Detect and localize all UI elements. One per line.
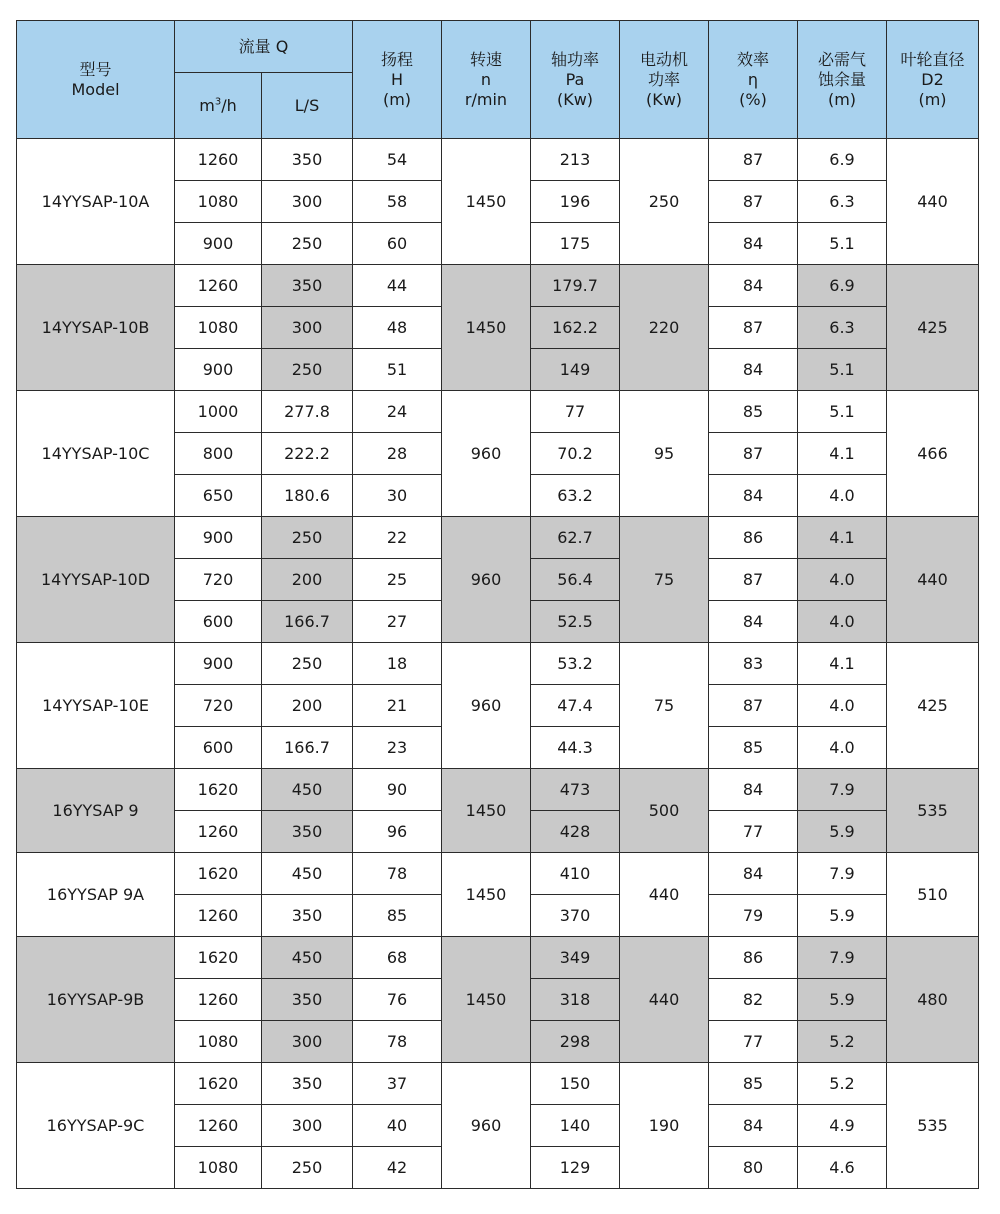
impeller-diameter-cell: 440 xyxy=(887,517,979,643)
model-cell: 14YYSAP-10C xyxy=(17,391,175,517)
flow-ls-cell: 350 xyxy=(262,811,353,853)
efficiency-cell: 84 xyxy=(709,1105,798,1147)
flow-ls-cell: 250 xyxy=(262,349,353,391)
shaft-power-cell: 44.3 xyxy=(531,727,620,769)
head-cell: 54 xyxy=(353,139,442,181)
flow-ls-cell: 350 xyxy=(262,1063,353,1105)
shaft-power-cell: 349 xyxy=(531,937,620,979)
model-cell: 14YYSAP-10A xyxy=(17,139,175,265)
speed-cell: 1450 xyxy=(442,769,531,853)
motor-power-cell: 500 xyxy=(620,769,709,853)
shaft-power-cell: 213 xyxy=(531,139,620,181)
flow-m3h-cell: 1080 xyxy=(175,307,262,349)
flow-ls-cell: 166.7 xyxy=(262,727,353,769)
efficiency-cell: 87 xyxy=(709,433,798,475)
npsh-cell: 5.1 xyxy=(798,391,887,433)
efficiency-cell: 86 xyxy=(709,517,798,559)
flow-m3h-cell: 1620 xyxy=(175,853,262,895)
header-efficiency: 效率 η (%) xyxy=(709,21,798,139)
shaft-power-cell: 70.2 xyxy=(531,433,620,475)
impeller-diameter-cell: 425 xyxy=(887,265,979,391)
table-row xyxy=(17,139,979,181)
npsh-cell: 4.0 xyxy=(798,727,887,769)
shaft-power-cell: 473 xyxy=(531,769,620,811)
head-cell: 68 xyxy=(353,937,442,979)
shaft-power-cell: 318 xyxy=(531,979,620,1021)
head-cell: 22 xyxy=(353,517,442,559)
flow-ls-cell: 200 xyxy=(262,685,353,727)
npsh-cell: 4.0 xyxy=(798,559,887,601)
table-row xyxy=(17,265,979,307)
flow-m3h-cell: 1260 xyxy=(175,895,262,937)
motor-power-cell: 440 xyxy=(620,853,709,937)
head-cell: 21 xyxy=(353,685,442,727)
impeller-diameter-cell: 510 xyxy=(887,853,979,937)
shaft-power-cell: 56.4 xyxy=(531,559,620,601)
model-cell: 14YYSAP-10D xyxy=(17,517,175,643)
unit-per-hour: /h xyxy=(221,95,237,115)
model-cell: 14YYSAP-10E xyxy=(17,643,175,769)
flow-m3h-cell: 1080 xyxy=(175,181,262,223)
flow-ls-cell: 300 xyxy=(262,1021,353,1063)
header-impeller-diameter: 叶轮直径 D2 (m) xyxy=(887,21,979,139)
flow-m3h-cell: 1620 xyxy=(175,1063,262,1105)
flow-ls-cell: 166.7 xyxy=(262,601,353,643)
flow-m3h-cell: 800 xyxy=(175,433,262,475)
efficiency-cell: 83 xyxy=(709,643,798,685)
model-cell: 16YYSAP 9 xyxy=(17,769,175,853)
table-row xyxy=(17,769,979,811)
pump-spec-sheet xyxy=(16,20,978,1189)
table-header xyxy=(17,21,979,139)
flow-ls-cell: 450 xyxy=(262,769,353,811)
shaft-power-cell: 196 xyxy=(531,181,620,223)
flow-m3h-cell: 1260 xyxy=(175,811,262,853)
npsh-cell: 6.3 xyxy=(798,307,887,349)
impeller-diameter-cell: 466 xyxy=(887,391,979,517)
efficiency-cell: 82 xyxy=(709,979,798,1021)
header-shaft-power: 轴功率 Pa (Kw) xyxy=(531,21,620,139)
shaft-power-cell: 428 xyxy=(531,811,620,853)
shaft-power-cell: 179.7 xyxy=(531,265,620,307)
head-cell: 44 xyxy=(353,265,442,307)
efficiency-cell: 85 xyxy=(709,391,798,433)
head-cell: 40 xyxy=(353,1105,442,1147)
flow-ls-cell: 300 xyxy=(262,1105,353,1147)
flow-ls-cell: 277.8 xyxy=(262,391,353,433)
head-cell: 76 xyxy=(353,979,442,1021)
pump-performance-table xyxy=(16,20,979,1189)
model-cell: 14YYSAP-10B xyxy=(17,265,175,391)
head-cell: 85 xyxy=(353,895,442,937)
npsh-cell: 4.0 xyxy=(798,475,887,517)
flow-m3h-cell: 1620 xyxy=(175,769,262,811)
efficiency-cell: 84 xyxy=(709,265,798,307)
flow-ls-cell: 180.6 xyxy=(262,475,353,517)
flow-ls-cell: 350 xyxy=(262,895,353,937)
unit-superscript-3: 3 xyxy=(214,96,222,108)
efficiency-cell: 85 xyxy=(709,1063,798,1105)
efficiency-cell: 84 xyxy=(709,769,798,811)
table-body xyxy=(17,139,979,1189)
npsh-cell: 4.1 xyxy=(798,433,887,475)
shaft-power-cell: 370 xyxy=(531,895,620,937)
efficiency-cell: 84 xyxy=(709,475,798,517)
flow-m3h-cell: 600 xyxy=(175,727,262,769)
efficiency-cell: 85 xyxy=(709,727,798,769)
head-cell: 51 xyxy=(353,349,442,391)
shaft-power-cell: 298 xyxy=(531,1021,620,1063)
head-cell: 60 xyxy=(353,223,442,265)
npsh-cell: 4.0 xyxy=(798,601,887,643)
header-motor-power: 电动机 功率 (Kw) xyxy=(620,21,709,139)
header-flow: 流量 Q xyxy=(175,21,353,73)
head-cell: 23 xyxy=(353,727,442,769)
speed-cell: 960 xyxy=(442,643,531,769)
head-cell: 27 xyxy=(353,601,442,643)
speed-cell: 960 xyxy=(442,517,531,643)
flow-ls-cell: 250 xyxy=(262,223,353,265)
efficiency-cell: 87 xyxy=(709,139,798,181)
shaft-power-cell: 162.2 xyxy=(531,307,620,349)
head-cell: 24 xyxy=(353,391,442,433)
npsh-cell: 5.9 xyxy=(798,811,887,853)
flow-ls-cell: 350 xyxy=(262,139,353,181)
flow-m3h-cell: 1000 xyxy=(175,391,262,433)
npsh-cell: 4.6 xyxy=(798,1147,887,1189)
npsh-cell: 5.1 xyxy=(798,223,887,265)
head-cell: 96 xyxy=(353,811,442,853)
table-row xyxy=(17,1063,979,1105)
npsh-cell: 5.9 xyxy=(798,979,887,1021)
header-flow-ls: L/S xyxy=(262,73,353,139)
flow-m3h-cell: 900 xyxy=(175,223,262,265)
flow-ls-cell: 300 xyxy=(262,307,353,349)
efficiency-cell: 86 xyxy=(709,937,798,979)
flow-ls-cell: 222.2 xyxy=(262,433,353,475)
impeller-diameter-cell: 535 xyxy=(887,769,979,853)
table-row xyxy=(17,853,979,895)
motor-power-cell: 75 xyxy=(620,517,709,643)
shaft-power-cell: 62.7 xyxy=(531,517,620,559)
head-cell: 37 xyxy=(353,1063,442,1105)
speed-cell: 960 xyxy=(442,391,531,517)
head-cell: 90 xyxy=(353,769,442,811)
model-cell: 16YYSAP 9A xyxy=(17,853,175,937)
motor-power-cell: 190 xyxy=(620,1063,709,1189)
efficiency-cell: 84 xyxy=(709,601,798,643)
flow-m3h-cell: 650 xyxy=(175,475,262,517)
npsh-cell: 4.1 xyxy=(798,517,887,559)
head-cell: 48 xyxy=(353,307,442,349)
shaft-power-cell: 129 xyxy=(531,1147,620,1189)
efficiency-cell: 87 xyxy=(709,307,798,349)
table-row xyxy=(17,937,979,979)
shaft-power-cell: 140 xyxy=(531,1105,620,1147)
npsh-cell: 5.9 xyxy=(798,895,887,937)
head-cell: 42 xyxy=(353,1147,442,1189)
efficiency-cell: 87 xyxy=(709,685,798,727)
flow-m3h-cell: 1260 xyxy=(175,265,262,307)
speed-cell: 1450 xyxy=(442,139,531,265)
header-model: 型号 Model xyxy=(17,21,175,139)
table-row xyxy=(17,643,979,685)
npsh-cell: 5.2 xyxy=(798,1021,887,1063)
header-speed: 转速 n r/min xyxy=(442,21,531,139)
flow-m3h-cell: 1080 xyxy=(175,1147,262,1189)
efficiency-cell: 87 xyxy=(709,181,798,223)
shaft-power-cell: 63.2 xyxy=(531,475,620,517)
header-flow-m3h xyxy=(175,73,262,139)
flow-m3h-cell: 1620 xyxy=(175,937,262,979)
table-row xyxy=(17,391,979,433)
shaft-power-cell: 47.4 xyxy=(531,685,620,727)
npsh-cell: 5.2 xyxy=(798,1063,887,1105)
flow-ls-cell: 350 xyxy=(262,265,353,307)
head-cell: 78 xyxy=(353,853,442,895)
npsh-cell: 7.9 xyxy=(798,937,887,979)
flow-m3h-cell: 900 xyxy=(175,643,262,685)
shaft-power-cell: 175 xyxy=(531,223,620,265)
flow-m3h-cell: 1080 xyxy=(175,1021,262,1063)
speed-cell: 960 xyxy=(442,1063,531,1189)
efficiency-cell: 79 xyxy=(709,895,798,937)
npsh-cell: 4.9 xyxy=(798,1105,887,1147)
flow-ls-cell: 450 xyxy=(262,853,353,895)
flow-m3h-cell: 720 xyxy=(175,685,262,727)
efficiency-cell: 87 xyxy=(709,559,798,601)
npsh-cell: 6.3 xyxy=(798,181,887,223)
flow-ls-cell: 250 xyxy=(262,1147,353,1189)
flow-m3h-cell: 1260 xyxy=(175,979,262,1021)
efficiency-cell: 84 xyxy=(709,349,798,391)
efficiency-cell: 84 xyxy=(709,223,798,265)
flow-m3h-cell: 1260 xyxy=(175,1105,262,1147)
npsh-cell: 7.9 xyxy=(798,769,887,811)
npsh-cell: 6.9 xyxy=(798,265,887,307)
efficiency-cell: 80 xyxy=(709,1147,798,1189)
flow-ls-cell: 200 xyxy=(262,559,353,601)
npsh-cell: 4.1 xyxy=(798,643,887,685)
flow-ls-cell: 250 xyxy=(262,517,353,559)
motor-power-cell: 220 xyxy=(620,265,709,391)
head-cell: 78 xyxy=(353,1021,442,1063)
efficiency-cell: 77 xyxy=(709,811,798,853)
flow-m3h-cell: 720 xyxy=(175,559,262,601)
model-cell: 16YYSAP-9C xyxy=(17,1063,175,1189)
flow-m3h-cell: 1260 xyxy=(175,139,262,181)
head-cell: 28 xyxy=(353,433,442,475)
head-cell: 58 xyxy=(353,181,442,223)
model-cell: 16YYSAP-9B xyxy=(17,937,175,1063)
npsh-cell: 6.9 xyxy=(798,139,887,181)
motor-power-cell: 95 xyxy=(620,391,709,517)
flow-m3h-cell: 600 xyxy=(175,601,262,643)
efficiency-cell: 84 xyxy=(709,853,798,895)
shaft-power-cell: 53.2 xyxy=(531,643,620,685)
efficiency-cell: 77 xyxy=(709,1021,798,1063)
shaft-power-cell: 410 xyxy=(531,853,620,895)
motor-power-cell: 440 xyxy=(620,937,709,1063)
npsh-cell: 4.0 xyxy=(798,685,887,727)
flow-ls-cell: 300 xyxy=(262,181,353,223)
motor-power-cell: 75 xyxy=(620,643,709,769)
header-npsh: 必需气 蚀余量 (m) xyxy=(798,21,887,139)
speed-cell: 1450 xyxy=(442,937,531,1063)
shaft-power-cell: 149 xyxy=(531,349,620,391)
shaft-power-cell: 77 xyxy=(531,391,620,433)
shaft-power-cell: 52.5 xyxy=(531,601,620,643)
npsh-cell: 7.9 xyxy=(798,853,887,895)
unit-m: m xyxy=(199,95,215,115)
speed-cell: 1450 xyxy=(442,265,531,391)
flow-ls-cell: 450 xyxy=(262,937,353,979)
flow-ls-cell: 350 xyxy=(262,979,353,1021)
table-row xyxy=(17,517,979,559)
flow-m3h-cell: 900 xyxy=(175,517,262,559)
impeller-diameter-cell: 425 xyxy=(887,643,979,769)
head-cell: 25 xyxy=(353,559,442,601)
impeller-diameter-cell: 480 xyxy=(887,937,979,1063)
motor-power-cell: 250 xyxy=(620,139,709,265)
npsh-cell: 5.1 xyxy=(798,349,887,391)
header-head: 扬程 H (m) xyxy=(353,21,442,139)
shaft-power-cell: 150 xyxy=(531,1063,620,1105)
flow-m3h-cell: 900 xyxy=(175,349,262,391)
flow-ls-cell: 250 xyxy=(262,643,353,685)
speed-cell: 1450 xyxy=(442,853,531,937)
impeller-diameter-cell: 535 xyxy=(887,1063,979,1189)
head-cell: 30 xyxy=(353,475,442,517)
impeller-diameter-cell: 440 xyxy=(887,139,979,265)
head-cell: 18 xyxy=(353,643,442,685)
